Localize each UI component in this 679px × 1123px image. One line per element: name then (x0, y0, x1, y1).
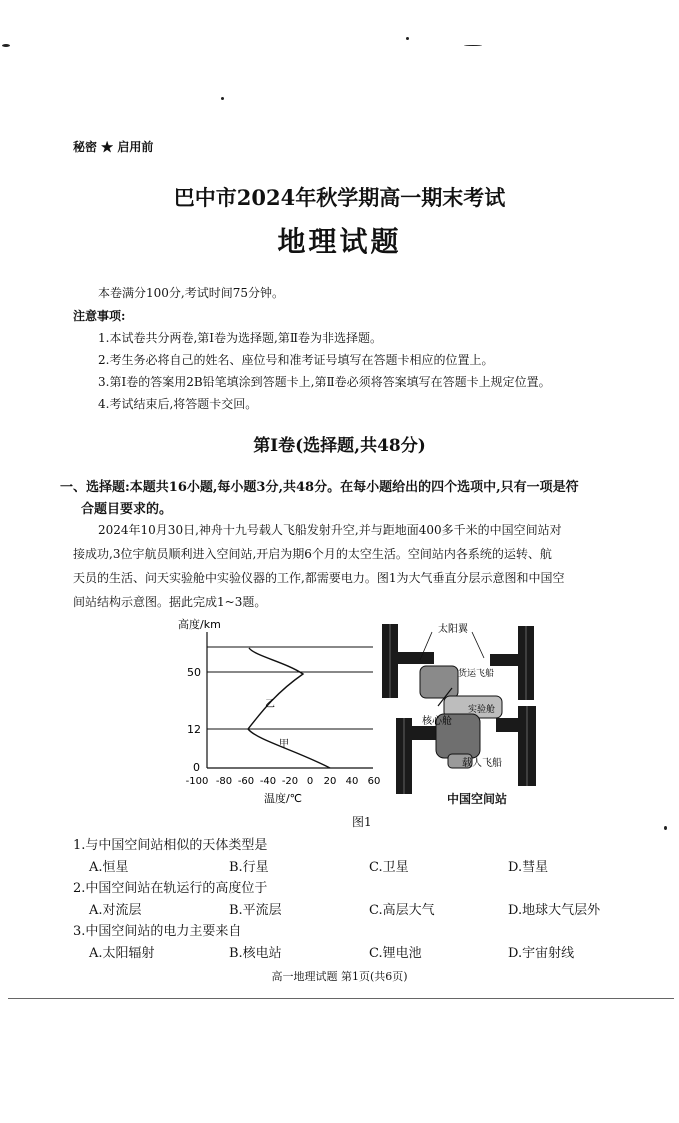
passage-line: 2024年10月30日,神舟十九号载人飞船发射升空,并与距地面400多千米的中国空间站对 (98, 523, 562, 537)
question-option: D.宇宙射线 (508, 946, 575, 961)
x-tick-label: -40 (259, 776, 277, 787)
question-option: D.彗星 (508, 860, 549, 875)
solar-panel (398, 652, 434, 664)
scan-mark (464, 45, 482, 46)
question-option: A.恒星 (89, 860, 129, 875)
solar-panel (490, 654, 518, 666)
x-tick-label: -20 (281, 776, 299, 787)
exam-intro: 本卷满分100分,考试时间75分钟。 (98, 286, 284, 300)
notice-item: 1.本试卷共分两卷,第Ⅰ卷为选择题,第Ⅱ卷为非选择题。 (98, 331, 382, 345)
question-option: D.地球大气层外 (508, 903, 601, 918)
question-stem: 2.中国空间站在轨运行的高度位于 (73, 881, 268, 896)
notice-item: 3.第Ⅰ卷的答案用2B铅笔填涂到答题卡上,第Ⅱ卷必须将答案填写在答题卡上规定位置。 (98, 375, 551, 389)
y-tick-label: 50 (187, 666, 201, 679)
exam-title: 巴中市2024年秋学期高一期末考试 (173, 185, 506, 210)
page-footer: 高一地理试题 第1页(共6页) (271, 970, 408, 983)
question-option: B.核电站 (229, 946, 282, 961)
x-tick-label: 60 (367, 776, 381, 787)
x-tick-label: 40 (345, 776, 359, 787)
notice-item: 4.考试结束后,将答题卡交回。 (98, 397, 258, 411)
scan-mark (406, 37, 409, 40)
scan-mark (664, 826, 667, 830)
question-stem: 1.与中国空间站相似的天体类型是 (73, 838, 268, 853)
question-option: B.平流层 (229, 903, 282, 918)
passage-line: 接成功,3位宇航员顺利进入空间站,开启为期6个月的太空生活。空间站内各系统的运转、航 (73, 547, 552, 561)
solar-panel (496, 718, 518, 732)
y-tick-label: 12 (187, 723, 201, 736)
part-instruction: 一、选择题:本题共16小题,每小题3分,共48分。在每小题给出的四个选项中,只有一项是符 (60, 480, 579, 495)
question-option: A.太阳辐射 (89, 946, 155, 961)
label-cargo-spacecraft: 货运飞船 (458, 669, 495, 679)
scan-mark (221, 97, 224, 100)
chart-xlabel: 温度/℃ (263, 792, 303, 805)
question-option: C.高层大气 (369, 903, 435, 918)
x-tick-label: 0 (306, 776, 314, 787)
section-title: 第Ⅰ卷(选择题,共48分) (253, 436, 426, 456)
curve-label-jia: 甲 (279, 739, 289, 750)
notice-heading: 注意事项: (73, 309, 126, 323)
x-tick-label: -80 (215, 776, 233, 787)
question-option: C.锂电池 (369, 946, 422, 961)
confidential-label: 秘密 ★ 启用前 (73, 140, 154, 154)
x-tick-label: -60 (237, 776, 255, 787)
atmosphere-chart (175, 612, 385, 812)
subject-title: 地理试题 (277, 225, 402, 258)
label-lab-module: 实验舱 (468, 705, 496, 715)
x-tick-label: -100 (185, 776, 209, 787)
label-core-module: 核心舱 (422, 716, 452, 727)
question-option: C.卫星 (369, 860, 409, 875)
x-tick-label: 20 (323, 776, 337, 787)
chart-ylabel: 高度/km (178, 618, 221, 631)
scan-mark (2, 44, 10, 47)
question-stem: 3.中国空间站的电力主要来自 (73, 924, 242, 939)
space-station-diagram (380, 618, 548, 804)
question-option: A.对流层 (89, 903, 142, 918)
station-caption: 中国空间站 (447, 792, 508, 806)
curve-label-yi: 乙 (265, 699, 275, 710)
cargo-spacecraft (420, 666, 458, 698)
part-instruction-cont: 合题目要求的。 (81, 502, 173, 517)
notice-item: 2.考生务必将自己的姓名、座位号和准考证号填写在答题卡相应的位置上。 (98, 353, 494, 367)
question-option: B.行星 (229, 860, 269, 875)
footer-rule (8, 998, 674, 999)
label-crewed-spacecraft: 载人飞船 (462, 758, 502, 769)
passage-line: 间站结构示意图。据此完成1~3题。 (73, 595, 267, 609)
figure-caption: 图1 (352, 815, 372, 829)
temperature-curve (248, 648, 330, 768)
y-tick-label: 0 (193, 761, 200, 774)
passage-line: 天员的生活、问天实验舱中实验仪器的工作,都需要电力。图1为大气垂直分层示意图和中国空 (73, 571, 565, 585)
label-solar-wing: 太阳翼 (438, 624, 468, 635)
